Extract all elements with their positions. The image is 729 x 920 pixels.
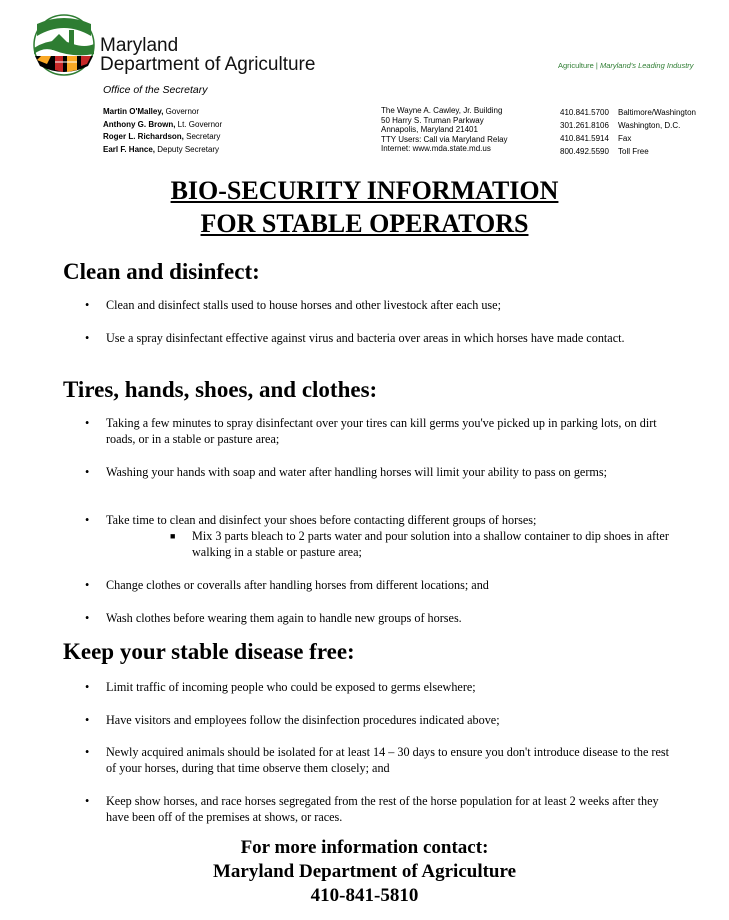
contact-line2: Maryland Department of Agriculture — [212, 861, 517, 882]
phone-row: 301.261.8106 Washington, D.C. — [560, 121, 681, 130]
org-name-line2: Department of Agriculture — [100, 54, 316, 75]
address-line: The Wayne A. Cawley, Jr. Building — [381, 106, 503, 115]
list-item: • Wash clothes before wearing them again to handle new groups of horses. — [85, 611, 462, 625]
list-item: • Keep show horses, and race horses segregated from the rest of the horse population for at least 2 weeks after they have been off of the premises at shows, or races. — [85, 794, 659, 824]
officials-list — [103, 106, 222, 156]
section-heading-tires: Tires, hands, shoes, and clothes: — [63, 377, 378, 402]
document-title-line2: FOR STABLE OPERATORS — [200, 209, 529, 238]
official-row: Roger L. Richardson, Secretary — [103, 132, 221, 141]
phone-row: 410.841.5700 Baltimore/Washington — [560, 108, 696, 117]
tagline-part-b: Maryland's Leading Industry — [599, 61, 694, 70]
phone-row: 410.841.5914 Fax — [560, 134, 632, 143]
list-item: • Newly acquired animals should be isolated for at least 14 – 30 days to ensure you don't introduce disease to the rest of your horses, during that time observe them closely; and — [85, 745, 670, 775]
official-row: Martin O'Malley, Governor — [103, 107, 200, 116]
tagline-part-a: Agriculture | — [558, 61, 600, 70]
document-title-line1: BIO-SECURITY INFORMATION — [170, 176, 559, 205]
official-row: Earl F. Hance, Deputy Secretary — [103, 144, 220, 154]
address-line: 50 Harry S. Truman Parkway — [381, 115, 484, 125]
list-item: • Limit traffic of incoming people who could be exposed to germs elsewhere; — [85, 680, 476, 694]
contact-line1: For more information contact: — [240, 837, 489, 858]
list-item: • Use a spray disinfectant effective against virus and bacteria over areas in which horses have made contact. — [85, 331, 625, 345]
contact-phone: 410-841-5810 — [310, 885, 419, 906]
list-item: • Change clothes or coveralls after handling horses from different locations; and — [85, 578, 489, 592]
office-name: Office of the Secretary — [103, 84, 208, 96]
address-line: TTY Users: Call via Maryland Relay — [381, 134, 508, 144]
phone-row: 800.492.5590 Toll Free — [560, 147, 649, 156]
list-item: • Have visitors and employees follow the disinfection procedures indicated above; — [85, 713, 500, 727]
org-name-line1: Maryland — [100, 35, 179, 56]
list-item: • Take time to clean and disinfect your shoes before contacting different groups of horses; — [85, 513, 537, 527]
phone-block — [560, 106, 696, 158]
address-block — [381, 106, 508, 154]
sub-list-item: ■ Mix 3 parts bleach to 2 parts water and pour solution into a shallow container to dip shoes in after walking in a stable or pasture area; — [170, 529, 669, 559]
mda-logo-icon — [33, 14, 95, 76]
address-line: Annapolis, Maryland 21401 — [381, 125, 478, 134]
section-heading-clean: Clean and disinfect: — [63, 259, 260, 284]
list-item: • Taking a few minutes to spray disinfectant over your tires can kill germs you've picked up in parking lots, on dirt roads, or in a stable or pasture area; — [85, 416, 657, 446]
list-item: • Clean and disinfect stalls used to house horses and other livestock after each use; — [85, 298, 501, 312]
tagline — [558, 61, 694, 70]
section-heading-keep-free: Keep your stable disease free: — [63, 639, 355, 664]
official-row: Anthony G. Brown, Lt. Governor — [103, 119, 223, 129]
address-line: Internet: www.mda.state.md.us — [381, 144, 491, 153]
list-item: • Washing your hands with soap and water after handling horses will limit your ability to pass on germs; — [85, 465, 607, 479]
